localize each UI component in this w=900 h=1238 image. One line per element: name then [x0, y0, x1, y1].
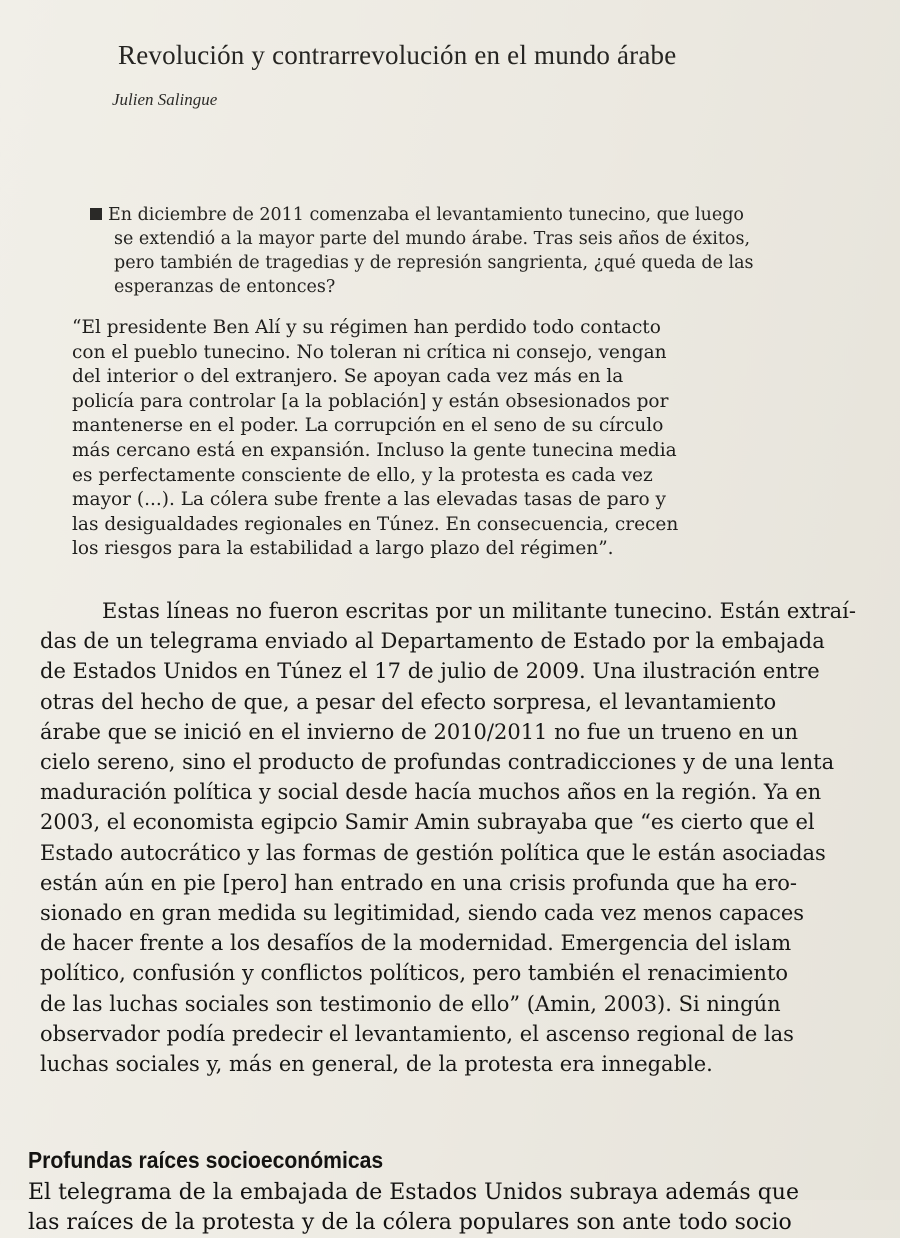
body-line: sionado en gran medida su legitimidad, siendo cada vez menos capaces: [40, 901, 805, 926]
quote-line: más cercano está en expansión. Incluso la gente tunecina media: [72, 439, 677, 461]
quote-line: mayor (...). La cólera sube frente a las elevadas tasas de paro y: [72, 489, 666, 511]
body-line: de Estados Unidos en Túnez el 17 de julio de 2009. Una ilustración entre: [40, 659, 820, 684]
abstract-line: [90, 203, 828, 227]
article-author: Julien Salingue: [112, 90, 218, 109]
section-heading: Profundas raíces socioeconómicas: [28, 1147, 384, 1173]
section-paragraph: [28, 1178, 799, 1238]
quote-line: policía para controlar [a la población] y están obsesionados por: [72, 390, 669, 412]
abstract-line: pero también de tragedias y de represión sangrienta, ¿qué queda de las: [114, 253, 754, 273]
body-line: otras del hecho de que, a pesar del efecto sorpresa, el levantamiento: [40, 689, 777, 714]
section-line: El telegrama de la embajada de Estados Unidos subraya además que: [28, 1180, 799, 1205]
abstract-line: esperanzas de entonces?: [114, 277, 336, 297]
body-line: Estas líneas no fueron escritas por un militante tunecino. Están extraí-: [102, 599, 856, 623]
body-line: luchas sociales y, más en general, de la protesta era innegable.: [40, 1052, 713, 1077]
article-title: Revolución y contrarrevolución en el mundo árabe: [118, 40, 677, 70]
body-line: das de un telegrama enviado al Departamento de Estado por la embajada: [40, 629, 825, 654]
body-line: cielo sereno, sino el producto de profundas contradicciones y de una lenta: [40, 750, 835, 775]
quote-line: es perfectamente consciente de ello, y la protesta es cada vez: [72, 464, 653, 486]
body-line: Estado autocrático y las formas de gestión política que le están asociadas: [40, 840, 826, 865]
body-line: de las luchas sociales son testimonio de ello” (Amin, 2003). Si ningún: [40, 991, 781, 1016]
article-abstract: [90, 203, 828, 299]
quote-line: del interior o del extranjero. Se apoyan cada vez más en la: [72, 366, 624, 388]
quote-line: los riesgos para la estabilidad a largo plazo del régimen”.: [72, 538, 614, 560]
quote-line: las desigualdades regionales en Túnez. En consecuencia, crecen: [72, 513, 679, 535]
body-line: están aún en pie [pero] han entrado en una crisis profunda que ha ero-: [40, 870, 797, 895]
body-line: 2003, el economista egipcio Samir Amin subrayaba que “es cierto que el: [40, 810, 815, 835]
body-line: observador podía predecir el levantamiento, el ascenso regional de las: [40, 1021, 794, 1046]
body-line: de hacer frente a los desafíos de la modernidad. Emergencia del islam: [40, 931, 792, 956]
quote-line: “El presidente Ben Alí y su régimen han perdido todo contacto: [72, 317, 661, 338]
abstract-line: se extendió a la mayor parte del mundo árabe. Tras seis años de éxitos,: [114, 229, 751, 249]
section-line: las raíces de la protesta y de la cólera populares son ante todo socio: [28, 1210, 792, 1235]
body-line: maduración política y social desde hacía muchos años en la región. Ya en: [40, 780, 822, 805]
body-line: político, confusión y conflictos políticos, pero también el renacimiento: [40, 961, 789, 986]
quote-line: mantenerse en el poder. La corrupción en el seno de su círculo: [72, 415, 664, 437]
body-line: árabe que se inició en el invierno de 2010/2011 no fue un trueno en un: [40, 719, 799, 744]
abstract-line-text: En diciembre de 2011 comenzaba el levantamiento tunecino, que luego: [108, 205, 744, 225]
block-quote: [72, 316, 802, 562]
square-bullet-icon: [90, 208, 102, 220]
quote-line: con el pueblo tunecino. No toleran ni crítica ni consejo, vengan: [72, 341, 667, 363]
body-paragraph: [40, 596, 900, 1079]
